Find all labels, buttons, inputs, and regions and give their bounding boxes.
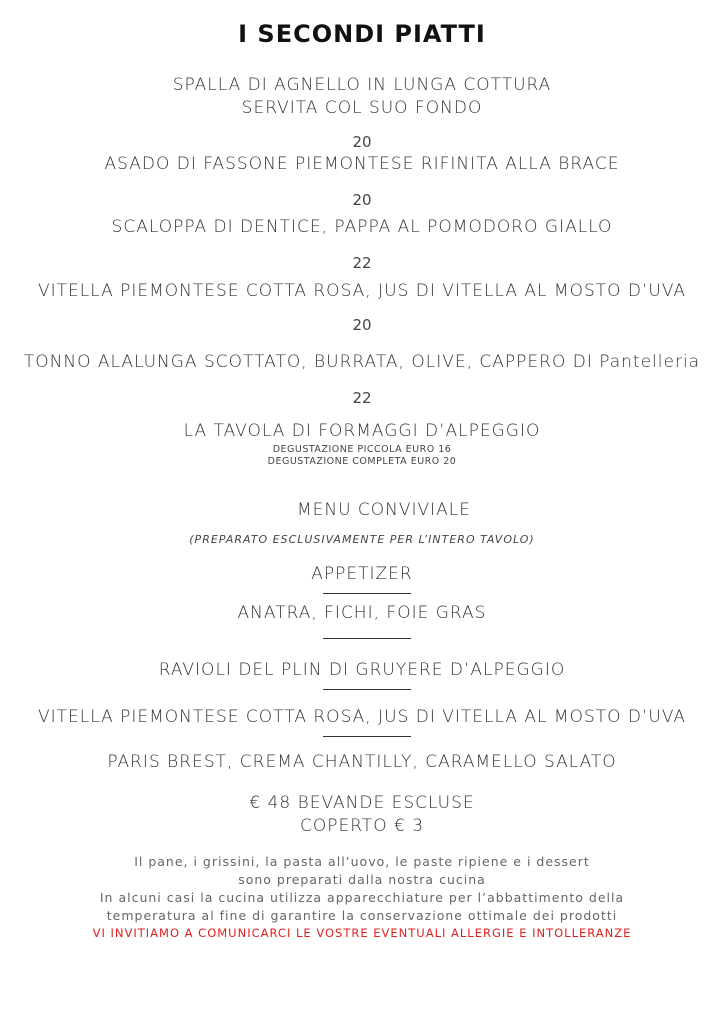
divider-3 bbox=[323, 689, 411, 690]
note-3: In alcuni casi la cucina utilizza apparecchiature per l’abbattimento della bbox=[99, 890, 625, 905]
dish-4-line-1: VITELLA PIEMONTESE COTTA ROSA, JUS DI VITELLA AL MOSTO D’UVA bbox=[37, 281, 687, 301]
note-2: sono preparati dalla nostra cucina bbox=[238, 872, 486, 887]
conviviale-subtitle: (PREPARATO ESCLUSIVAMENTE PER L’INTERO TAVOLO) bbox=[189, 533, 535, 546]
coperto: COPERTO € 3 bbox=[299, 816, 425, 836]
conviviale-title: MENU CONVIVIALE bbox=[296, 500, 472, 520]
note-1: Il pane, i grissini, la pasta all’uovo, le paste ripiene e i dessert bbox=[134, 854, 590, 869]
course-2: ANATRA, FICHI, FOIE GRAS bbox=[237, 603, 487, 623]
course-3: RAVIOLI DEL PLIN DI GRUYERE D’ALPEGGIO bbox=[158, 660, 566, 680]
cheese-full: DEGUSTAZIONE COMPLETA EURO 20 bbox=[267, 456, 457, 467]
course-appetizer: APPETIZER bbox=[311, 564, 413, 584]
page-title: I SECONDI PIATTI bbox=[238, 20, 486, 48]
dish-5-line-1: TONNO ALALUNGA SCOTTATO, BURRATA, OLIVE, CAPPERO DI Pantelleria bbox=[23, 352, 701, 372]
dish-4-price: 20 bbox=[352, 316, 372, 334]
dish-3-price: 22 bbox=[352, 254, 372, 272]
note-4: temperatura al fine di garantire la conservazione ottimale dei prodotti bbox=[106, 908, 618, 923]
cheese-title: LA TAVOLA DI FORMAGGI D’ALPEGGIO bbox=[183, 421, 541, 441]
divider-2 bbox=[323, 638, 411, 639]
dish-1-line-2: SERVITA COL SUO FONDO bbox=[241, 98, 483, 118]
dish-1-line-1: SPALLA DI AGNELLO IN LUNGA COTTURA bbox=[172, 75, 552, 95]
dish-1-price: 20 bbox=[352, 133, 372, 151]
divider-1 bbox=[323, 593, 411, 594]
conviviale-price: € 48 BEVANDE ESCLUSE bbox=[249, 793, 475, 813]
divider-4 bbox=[323, 736, 411, 737]
course-4: VITELLA PIEMONTESE COTTA ROSA, JUS DI VITELLA AL MOSTO D’UVA bbox=[37, 707, 687, 727]
dish-5-price: 22 bbox=[352, 389, 372, 407]
course-5: PARIS BREST, CREMA CHANTILLY, CARAMELLO SALATO bbox=[107, 752, 617, 772]
allergy-note: VI INVITIAMO A COMUNICARCI LE VOSTRE EVENTUALI ALLERGIE E INTOLLERANZE bbox=[92, 926, 632, 940]
dish-2-price: 20 bbox=[352, 191, 372, 209]
cheese-small: DEGUSTAZIONE PICCOLA EURO 16 bbox=[272, 444, 452, 455]
dish-3-line-1: SCALOPPA DI DENTICE, PAPPA AL POMODORO GIALLO bbox=[111, 217, 613, 237]
dish-2-line-1: ASADO DI FASSONE PIEMONTESE RIFINITA ALLA BRACE bbox=[104, 154, 620, 174]
